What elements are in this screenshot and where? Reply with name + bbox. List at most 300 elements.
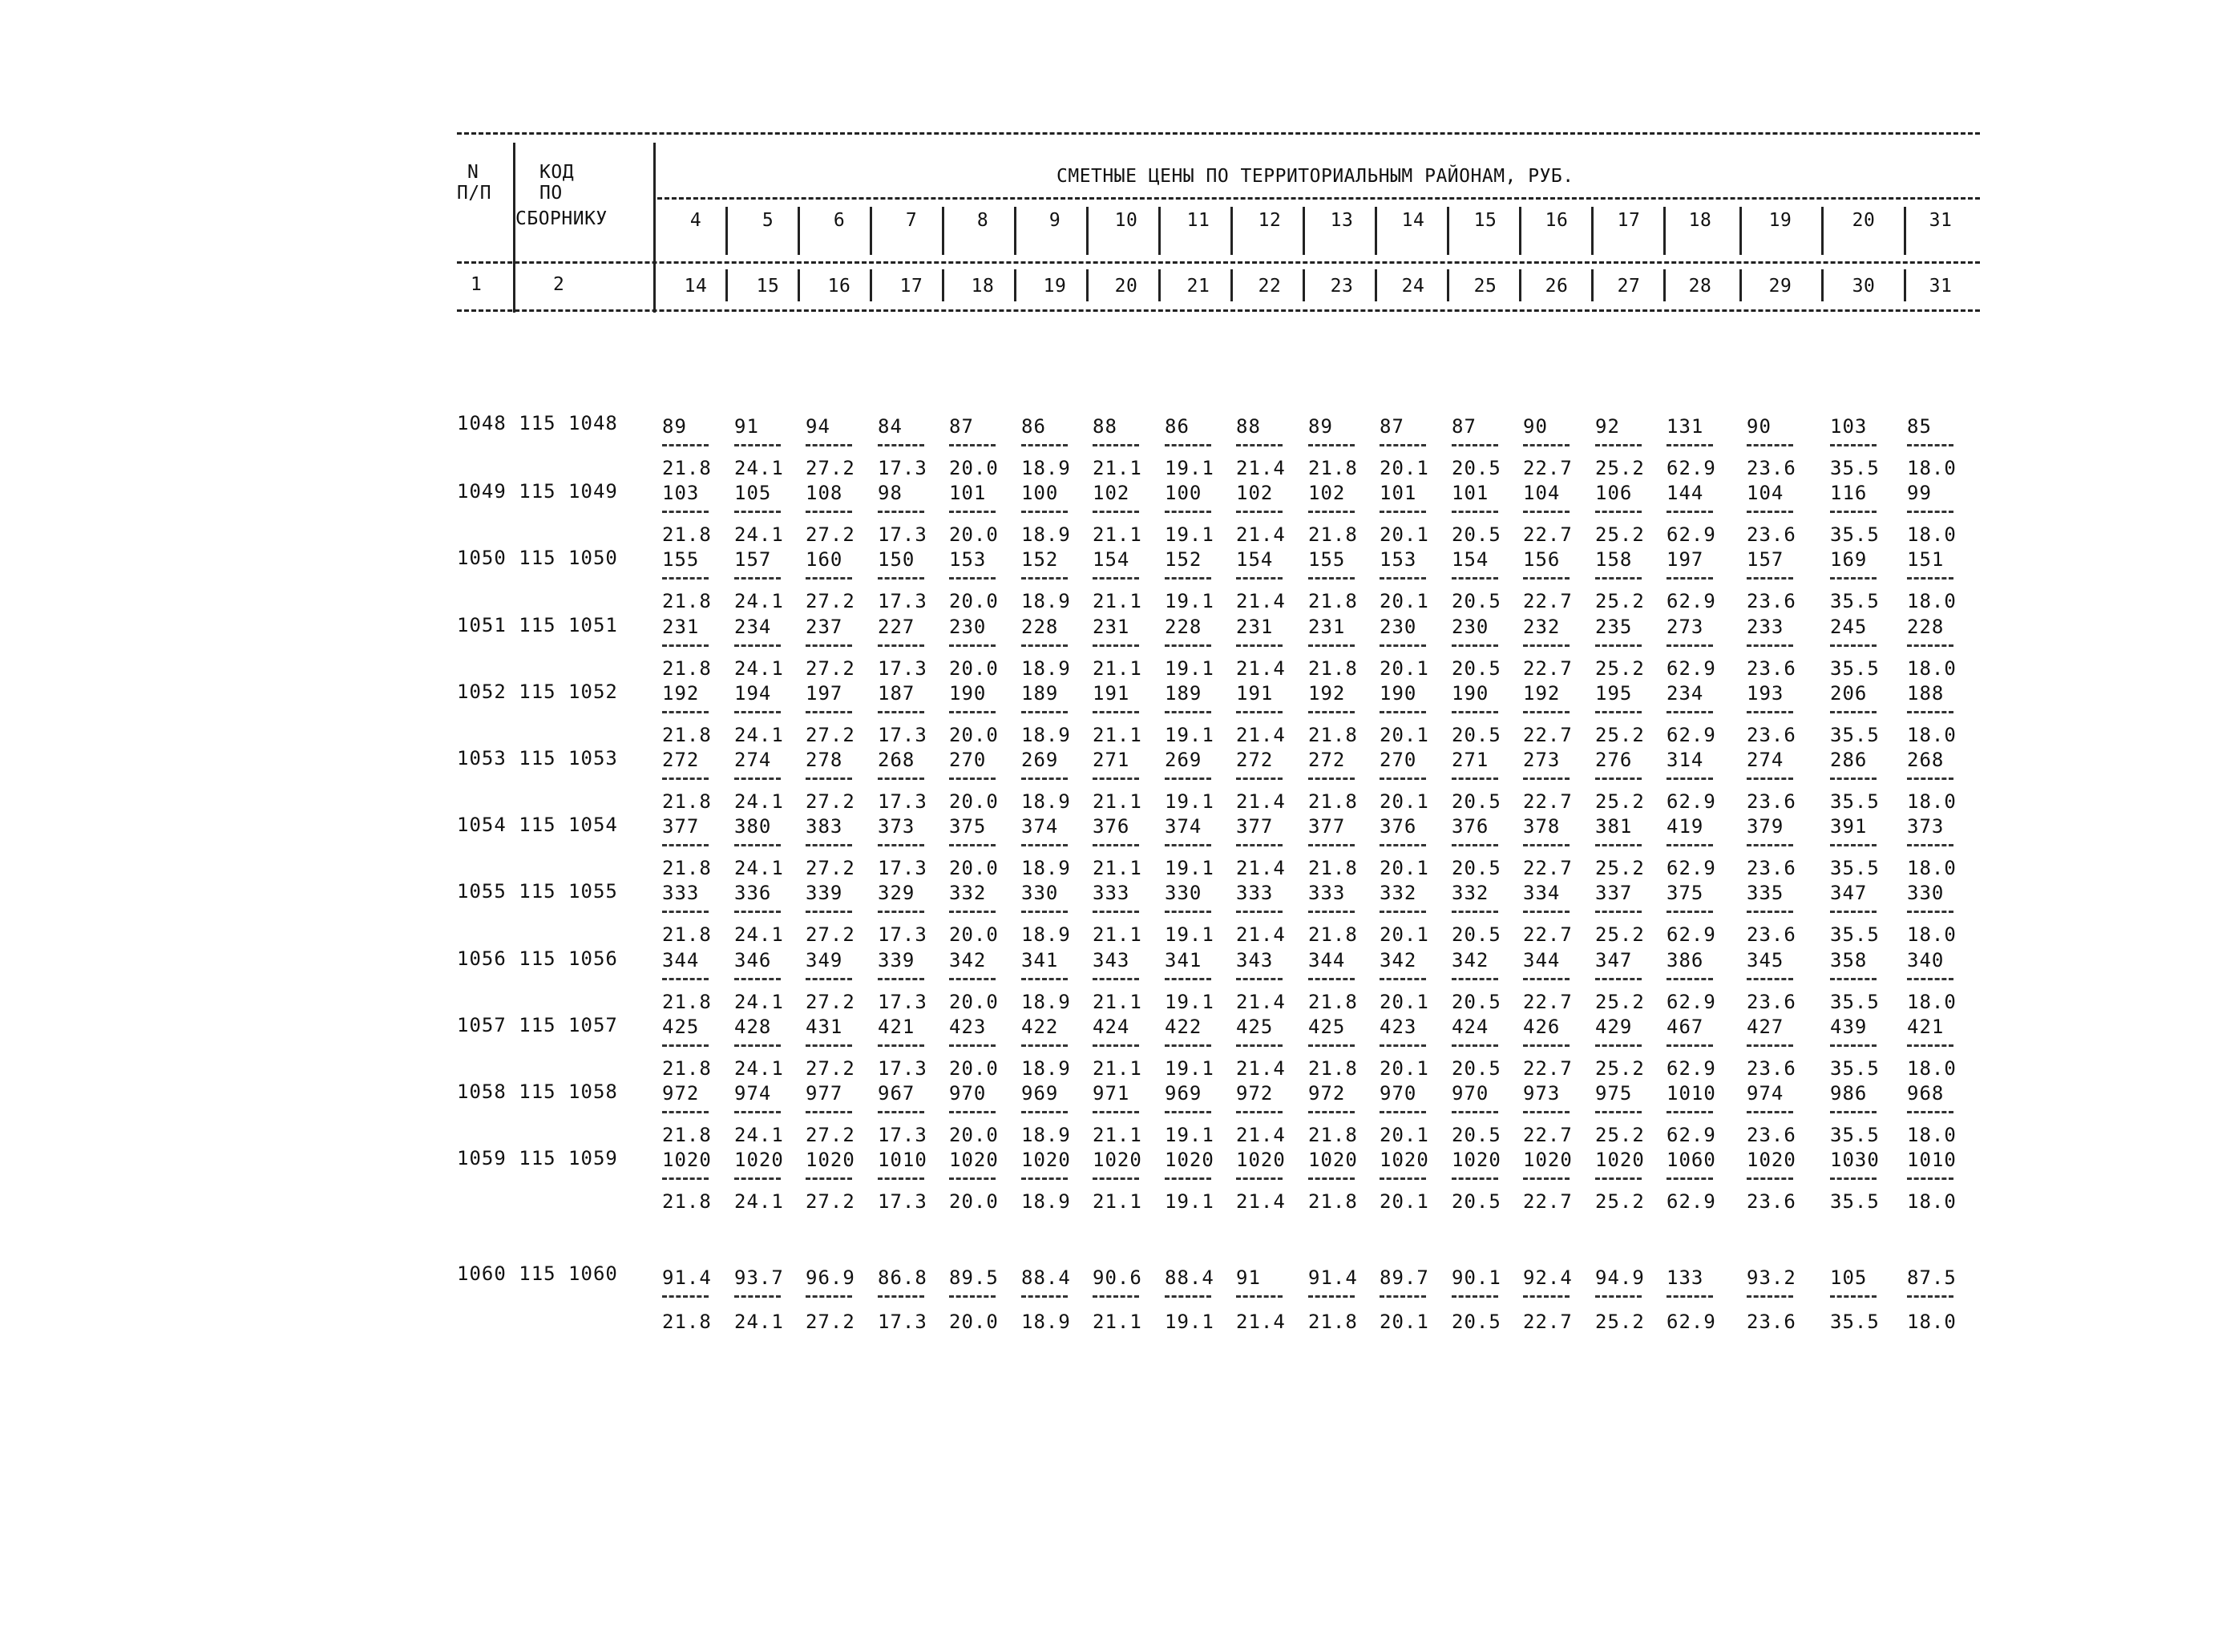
fraction-bar bbox=[1747, 911, 1793, 913]
price-cell: 342 bbox=[949, 948, 987, 971]
coefficient-cell: 20.5 bbox=[1452, 523, 1501, 547]
fraction-bar bbox=[878, 511, 924, 513]
coefficient-cell: 20.1 bbox=[1380, 790, 1429, 813]
coefficient-cell: 20.5 bbox=[1452, 790, 1501, 813]
price-cell: 157 bbox=[1747, 548, 1784, 572]
coefficient-cell: 25.2 bbox=[1595, 1311, 1645, 1333]
price-cell: 230 bbox=[1380, 615, 1417, 638]
price-cell: 103 bbox=[662, 482, 700, 505]
coefficient-cell: 21.4 bbox=[1236, 723, 1286, 746]
fraction-bar bbox=[1452, 711, 1498, 713]
coefficient-cell: 21.8 bbox=[662, 590, 712, 613]
fraction-bar bbox=[1021, 978, 1068, 980]
fraction-bar bbox=[1907, 1111, 1953, 1113]
price-cell: 270 bbox=[1380, 749, 1417, 771]
fraction-bar bbox=[949, 644, 996, 647]
fraction-bar bbox=[734, 644, 781, 647]
price-cell: 106 bbox=[1595, 482, 1633, 505]
coefficient-cell: 17.3 bbox=[878, 1124, 927, 1146]
table-row-label: 1058 115 1058 bbox=[457, 1080, 618, 1103]
fraction-bar bbox=[1747, 444, 1793, 446]
price-cell: 973 bbox=[1523, 1082, 1561, 1105]
fraction-bar bbox=[1747, 644, 1793, 647]
fraction-bar bbox=[734, 911, 781, 913]
coefficient-cell: 17.3 bbox=[878, 1056, 927, 1080]
fraction-bar bbox=[1523, 1295, 1570, 1298]
coefficient-cell: 35.5 bbox=[1830, 790, 1880, 813]
price-cell: 101 bbox=[949, 482, 987, 505]
price-cell: 234 bbox=[1667, 681, 1704, 705]
price-cell: 104 bbox=[1747, 482, 1784, 505]
fraction-bar bbox=[1830, 577, 1877, 580]
fraction-bar bbox=[1165, 644, 1211, 647]
coefficient-cell: 22.7 bbox=[1523, 857, 1573, 880]
price-cell: 237 bbox=[806, 615, 843, 638]
price-cell: 1020 bbox=[1021, 1149, 1071, 1172]
coefficient-cell: 23.6 bbox=[1747, 990, 1796, 1013]
price-cell: 347 bbox=[1830, 882, 1868, 905]
price-cell: 232 bbox=[1523, 615, 1561, 638]
price-cell: 1020 bbox=[1595, 1149, 1645, 1172]
coefficient-cell: 18.9 bbox=[1021, 590, 1071, 613]
fraction-bar bbox=[1595, 711, 1642, 713]
fraction-bar bbox=[1021, 1044, 1068, 1047]
fraction-bar bbox=[1021, 1111, 1068, 1113]
fraction-bar bbox=[1308, 978, 1355, 980]
fraction-bar bbox=[1595, 1044, 1642, 1047]
price-cell: 116 bbox=[1830, 482, 1868, 505]
fraction-bar bbox=[878, 577, 924, 580]
fraction-bar bbox=[1523, 577, 1570, 580]
price-cell: 96.9 bbox=[806, 1266, 855, 1289]
price-cell: 85 bbox=[1907, 415, 1932, 438]
coefficient-cell: 21.8 bbox=[1308, 523, 1358, 547]
coefficient-cell: 23.6 bbox=[1747, 1311, 1796, 1333]
coefficient-cell: 21.1 bbox=[1093, 1311, 1142, 1333]
header-col1-title-line2: П/П bbox=[457, 183, 492, 204]
header-column-number: 19 bbox=[1043, 276, 1067, 297]
coefficient-cell: 20.5 bbox=[1452, 990, 1501, 1013]
coefficient-cell: 35.5 bbox=[1830, 1190, 1880, 1214]
price-cell: 314 bbox=[1667, 749, 1704, 771]
header-region-number: 7 bbox=[905, 210, 918, 231]
coefficient-cell: 21.8 bbox=[1308, 1311, 1358, 1333]
fraction-bar bbox=[1595, 511, 1642, 513]
fraction-bar bbox=[949, 844, 996, 846]
coefficient-cell: 21.8 bbox=[1308, 457, 1358, 479]
fraction-bar bbox=[1236, 711, 1283, 713]
fraction-bar bbox=[662, 978, 709, 980]
price-cell: 272 bbox=[1308, 749, 1346, 771]
header-region-separator bbox=[1519, 269, 1521, 301]
header-region-number: 16 bbox=[1545, 210, 1569, 231]
header-column-number: 15 bbox=[756, 276, 780, 297]
price-cell: 278 bbox=[806, 749, 843, 771]
price-cell: 98 bbox=[878, 482, 903, 505]
coefficient-cell: 27.2 bbox=[806, 1124, 855, 1146]
header-column-number: 29 bbox=[1768, 276, 1792, 297]
fraction-bar bbox=[1093, 511, 1139, 513]
fraction-bar bbox=[878, 778, 924, 780]
fraction-bar bbox=[1308, 711, 1355, 713]
coefficient-cell: 23.6 bbox=[1747, 656, 1796, 680]
fraction-bar bbox=[1236, 444, 1283, 446]
table-row-label: 1049 115 1049 bbox=[457, 480, 618, 503]
price-cell: 93.7 bbox=[734, 1266, 784, 1289]
coefficient-cell: 18.0 bbox=[1907, 1190, 1957, 1214]
header-region-separator bbox=[1014, 269, 1016, 301]
coefficient-cell: 23.6 bbox=[1747, 1056, 1796, 1080]
fraction-bar bbox=[878, 1111, 924, 1113]
coefficient-cell: 22.7 bbox=[1523, 656, 1573, 680]
fraction-bar bbox=[734, 1295, 781, 1298]
price-cell: 269 bbox=[1165, 749, 1202, 771]
header-region-separator bbox=[1447, 269, 1449, 301]
fraction-bar bbox=[1236, 577, 1283, 580]
coefficient-cell: 20.0 bbox=[949, 990, 999, 1013]
price-cell: 87 bbox=[1452, 415, 1477, 438]
coefficient-cell: 62.9 bbox=[1667, 923, 1716, 947]
price-cell: 274 bbox=[1747, 749, 1784, 771]
fraction-bar bbox=[1236, 778, 1283, 780]
coefficient-cell: 21.8 bbox=[662, 723, 712, 746]
coefficient-cell: 19.1 bbox=[1165, 723, 1214, 746]
header-region-separator bbox=[1904, 207, 1906, 255]
price-cell: 144 bbox=[1667, 482, 1704, 505]
coefficient-cell: 27.2 bbox=[806, 790, 855, 813]
coefficient-cell: 25.2 bbox=[1595, 1056, 1645, 1080]
coefficient-cell: 22.7 bbox=[1523, 923, 1573, 947]
header-region-number: 12 bbox=[1258, 210, 1282, 231]
price-cell: 94.9 bbox=[1595, 1266, 1645, 1289]
fraction-bar bbox=[1093, 444, 1139, 446]
coefficient-cell: 20.5 bbox=[1452, 656, 1501, 680]
price-cell: 343 bbox=[1236, 948, 1274, 971]
coefficient-cell: 21.1 bbox=[1093, 857, 1142, 880]
fraction-bar bbox=[1165, 1111, 1211, 1113]
header-region-number: 20 bbox=[1852, 210, 1876, 231]
coefficient-cell: 21.4 bbox=[1236, 457, 1286, 479]
coefficient-cell: 21.8 bbox=[662, 523, 712, 547]
price-cell: 333 bbox=[1236, 882, 1274, 905]
price-cell: 969 bbox=[1165, 1082, 1202, 1105]
coefficient-cell: 17.3 bbox=[878, 1311, 927, 1333]
fraction-bar bbox=[662, 577, 709, 580]
fraction-bar bbox=[1380, 1295, 1426, 1298]
price-cell: 268 bbox=[878, 749, 915, 771]
coefficient-cell: 19.1 bbox=[1165, 1056, 1214, 1080]
coefficient-cell: 23.6 bbox=[1747, 457, 1796, 479]
fraction-bar bbox=[806, 844, 852, 846]
price-cell: 339 bbox=[878, 948, 915, 971]
coefficient-cell: 21.1 bbox=[1093, 457, 1142, 479]
coefficient-cell: 21.1 bbox=[1093, 990, 1142, 1013]
fraction-bar bbox=[878, 911, 924, 913]
price-cell: 271 bbox=[1452, 749, 1489, 771]
header-mid-rule bbox=[457, 261, 1980, 264]
fraction-bar bbox=[1380, 577, 1426, 580]
fraction-bar bbox=[1021, 1295, 1068, 1298]
price-cell: 90 bbox=[1523, 415, 1548, 438]
price-cell: 386 bbox=[1667, 948, 1704, 971]
fraction-bar bbox=[1523, 511, 1570, 513]
fraction-bar bbox=[1165, 444, 1211, 446]
price-cell: 376 bbox=[1093, 815, 1130, 838]
header-region-number: 5 bbox=[762, 210, 774, 231]
header-region-separator bbox=[1375, 207, 1377, 255]
fraction-bar bbox=[949, 511, 996, 513]
fraction-bar bbox=[1595, 844, 1642, 846]
fraction-bar bbox=[662, 444, 709, 446]
header-region-separator bbox=[1303, 269, 1305, 301]
coefficient-cell: 20.0 bbox=[949, 923, 999, 947]
fraction-bar bbox=[1165, 577, 1211, 580]
header-column-number: 20 bbox=[1114, 276, 1138, 297]
fraction-bar bbox=[1523, 911, 1570, 913]
header-region-separator bbox=[1230, 207, 1233, 255]
price-cell: 154 bbox=[1452, 548, 1489, 572]
header-region-separator bbox=[1086, 207, 1089, 255]
fraction-bar bbox=[806, 1177, 852, 1180]
coefficient-cell: 19.1 bbox=[1165, 523, 1214, 547]
coefficient-cell: 22.7 bbox=[1523, 1056, 1573, 1080]
price-cell: 377 bbox=[1308, 815, 1346, 838]
fraction-bar bbox=[1452, 444, 1498, 446]
coefficient-cell: 21.4 bbox=[1236, 1056, 1286, 1080]
price-cell: 972 bbox=[662, 1082, 700, 1105]
fraction-bar bbox=[662, 778, 709, 780]
price-cell: 373 bbox=[1907, 815, 1945, 838]
price-cell: 273 bbox=[1667, 615, 1704, 638]
coefficient-cell: 20.0 bbox=[949, 457, 999, 479]
fraction-bar bbox=[1021, 911, 1068, 913]
price-cell: 93.2 bbox=[1747, 1266, 1796, 1289]
fraction-bar bbox=[1093, 1111, 1139, 1113]
coefficient-cell: 20.0 bbox=[949, 1124, 999, 1146]
fraction-bar bbox=[1380, 644, 1426, 647]
header-region-number: 17 bbox=[1617, 210, 1641, 231]
price-cell: 100 bbox=[1165, 482, 1202, 505]
header-region-separator bbox=[1519, 207, 1521, 255]
fraction-bar bbox=[1380, 844, 1426, 846]
price-cell: 86.8 bbox=[878, 1266, 927, 1289]
price-cell: 272 bbox=[662, 749, 700, 771]
fraction-bar bbox=[1667, 577, 1713, 580]
price-cell: 192 bbox=[1308, 681, 1346, 705]
coefficient-cell: 25.2 bbox=[1595, 857, 1645, 880]
price-cell: 344 bbox=[1308, 948, 1346, 971]
table-row-label: 1055 115 1055 bbox=[457, 880, 618, 903]
fraction-bar bbox=[1907, 444, 1953, 446]
coefficient-cell: 24.1 bbox=[734, 590, 784, 613]
price-cell: 1020 bbox=[662, 1149, 712, 1172]
header-column-number: 16 bbox=[827, 276, 851, 297]
price-cell: 92.4 bbox=[1523, 1266, 1573, 1289]
fraction-bar bbox=[1667, 1295, 1713, 1298]
price-cell: 268 bbox=[1907, 749, 1945, 771]
header-region-separator bbox=[1303, 207, 1305, 255]
price-cell: 334 bbox=[1523, 882, 1561, 905]
price-cell: 986 bbox=[1830, 1082, 1868, 1105]
coefficient-cell: 21.1 bbox=[1093, 1190, 1142, 1214]
price-cell: 425 bbox=[1308, 1015, 1346, 1038]
price-cell: 375 bbox=[949, 815, 987, 838]
fraction-bar bbox=[1165, 1044, 1211, 1047]
header-region-number: 15 bbox=[1473, 210, 1497, 231]
fraction-bar bbox=[1021, 711, 1068, 713]
coefficient-cell: 23.6 bbox=[1747, 723, 1796, 746]
fraction-bar bbox=[1907, 577, 1953, 580]
coefficient-cell: 35.5 bbox=[1830, 656, 1880, 680]
coefficient-cell: 27.2 bbox=[806, 723, 855, 746]
header-region-separator bbox=[1821, 207, 1824, 255]
price-cell: 383 bbox=[806, 815, 843, 838]
header-column-number: 26 bbox=[1545, 276, 1569, 297]
coefficient-cell: 18.9 bbox=[1021, 857, 1071, 880]
price-cell: 90.1 bbox=[1452, 1266, 1501, 1289]
price-cell: 89 bbox=[662, 415, 687, 438]
price-cell: 103 bbox=[1830, 415, 1868, 438]
header-column-number: 24 bbox=[1401, 276, 1425, 297]
table-row-label: 1059 115 1059 bbox=[457, 1147, 618, 1170]
coefficient-cell: 19.1 bbox=[1165, 1190, 1214, 1214]
fraction-bar bbox=[1595, 911, 1642, 913]
price-cell: 102 bbox=[1093, 482, 1130, 505]
price-cell: 194 bbox=[734, 681, 772, 705]
price-cell: 421 bbox=[878, 1015, 915, 1038]
price-cell: 157 bbox=[734, 548, 772, 572]
coefficient-cell: 20.5 bbox=[1452, 1190, 1501, 1214]
coefficient-cell: 18.9 bbox=[1021, 1056, 1071, 1080]
fraction-bar bbox=[806, 778, 852, 780]
fraction-bar bbox=[1830, 644, 1877, 647]
price-cell: 380 bbox=[734, 815, 772, 838]
coefficient-cell: 21.1 bbox=[1093, 523, 1142, 547]
price-cell: 188 bbox=[1907, 681, 1945, 705]
price-cell: 419 bbox=[1667, 815, 1704, 838]
fraction-bar bbox=[1165, 778, 1211, 780]
coefficient-cell: 20.0 bbox=[949, 1190, 999, 1214]
fraction-bar bbox=[1907, 844, 1953, 846]
coefficient-cell: 21.4 bbox=[1236, 1124, 1286, 1146]
fraction-bar bbox=[878, 978, 924, 980]
price-cell: 206 bbox=[1830, 681, 1868, 705]
price-cell: 426 bbox=[1523, 1015, 1561, 1038]
header-region-number: 13 bbox=[1330, 210, 1354, 231]
fraction-bar bbox=[734, 778, 781, 780]
price-cell: 150 bbox=[878, 548, 915, 572]
coefficient-cell: 17.3 bbox=[878, 523, 927, 547]
price-cell: 423 bbox=[949, 1015, 987, 1038]
coefficient-cell: 17.3 bbox=[878, 457, 927, 479]
header-column-number: 30 bbox=[1852, 276, 1876, 297]
coefficient-cell: 22.7 bbox=[1523, 990, 1573, 1013]
price-cell: 192 bbox=[1523, 681, 1561, 705]
fraction-bar bbox=[1236, 1177, 1283, 1180]
price-cell: 967 bbox=[878, 1082, 915, 1105]
price-cell: 330 bbox=[1165, 882, 1202, 905]
fraction-bar bbox=[734, 511, 781, 513]
price-cell: 1020 bbox=[949, 1149, 999, 1172]
fraction-bar bbox=[878, 1044, 924, 1047]
price-cell: 972 bbox=[1236, 1082, 1274, 1105]
header-region-separator bbox=[942, 269, 944, 301]
coefficient-cell: 24.1 bbox=[734, 990, 784, 1013]
fraction-bar bbox=[1667, 644, 1713, 647]
coefficient-cell: 19.1 bbox=[1165, 457, 1214, 479]
header-column-number: 31 bbox=[1929, 276, 1953, 297]
fraction-bar bbox=[1452, 644, 1498, 647]
price-cell: 332 bbox=[1452, 882, 1489, 905]
price-cell: 101 bbox=[1452, 482, 1489, 505]
fraction-bar bbox=[1830, 911, 1877, 913]
price-cell: 1020 bbox=[1236, 1149, 1286, 1172]
price-cell: 1010 bbox=[1667, 1082, 1716, 1105]
price-cell: 330 bbox=[1021, 882, 1059, 905]
table-row-label: 1051 115 1051 bbox=[457, 613, 618, 636]
fraction-bar bbox=[806, 1044, 852, 1047]
table-row-label: 1050 115 1050 bbox=[457, 547, 618, 570]
coefficient-cell: 20.5 bbox=[1452, 1311, 1501, 1333]
coefficient-cell: 62.9 bbox=[1667, 590, 1716, 613]
coefficient-cell: 18.9 bbox=[1021, 656, 1071, 680]
price-cell: 975 bbox=[1595, 1082, 1633, 1105]
price-cell: 235 bbox=[1595, 615, 1633, 638]
price-cell: 187 bbox=[878, 681, 915, 705]
coefficient-cell: 20.1 bbox=[1380, 857, 1429, 880]
coefficient-cell: 25.2 bbox=[1595, 590, 1645, 613]
header-region-separator bbox=[1158, 269, 1161, 301]
coefficient-cell: 20.0 bbox=[949, 523, 999, 547]
header-column-number: 17 bbox=[899, 276, 923, 297]
coefficient-cell: 20.1 bbox=[1380, 990, 1429, 1013]
coefficient-cell: 21.8 bbox=[662, 1311, 712, 1333]
header-region-separator bbox=[942, 207, 944, 255]
price-cell: 286 bbox=[1830, 749, 1868, 771]
fraction-bar bbox=[1747, 1295, 1793, 1298]
fraction-bar bbox=[1523, 711, 1570, 713]
fraction-bar bbox=[1452, 1177, 1498, 1180]
fraction-bar bbox=[1667, 844, 1713, 846]
fraction-bar bbox=[1830, 1044, 1877, 1047]
header-column-number: 27 bbox=[1617, 276, 1641, 297]
fraction-bar bbox=[662, 644, 709, 647]
coefficient-cell: 35.5 bbox=[1830, 1056, 1880, 1080]
price-cell: 968 bbox=[1907, 1082, 1945, 1105]
coefficient-cell: 27.2 bbox=[806, 523, 855, 547]
fraction-bar bbox=[1093, 911, 1139, 913]
price-cell: 197 bbox=[1667, 548, 1704, 572]
price-cell: 428 bbox=[734, 1015, 772, 1038]
coefficient-cell: 20.1 bbox=[1380, 1124, 1429, 1146]
price-cell: 391 bbox=[1830, 815, 1868, 838]
header-group-title: СМЕТНЫЕ ЦЕНЫ ПО ТЕРРИТОРИАЛЬНЫМ РАЙОНАМ, РУБ. bbox=[1056, 166, 1574, 187]
coefficient-cell: 24.1 bbox=[734, 1190, 784, 1214]
price-cell: 105 bbox=[1830, 1266, 1868, 1289]
price-cell: 228 bbox=[1907, 615, 1945, 638]
table-row-label: 1053 115 1053 bbox=[457, 747, 618, 769]
price-cell: 190 bbox=[1452, 681, 1489, 705]
fraction-bar bbox=[1380, 711, 1426, 713]
coefficient-cell: 23.6 bbox=[1747, 923, 1796, 947]
coefficient-cell: 21.4 bbox=[1236, 523, 1286, 547]
coefficient-cell: 27.2 bbox=[806, 1311, 855, 1333]
fraction-bar bbox=[1021, 1177, 1068, 1180]
coefficient-cell: 21.1 bbox=[1093, 923, 1142, 947]
price-cell: 91.4 bbox=[662, 1266, 712, 1289]
price-cell: 102 bbox=[1236, 482, 1274, 505]
table-row-label: 1056 115 1056 bbox=[457, 947, 618, 970]
